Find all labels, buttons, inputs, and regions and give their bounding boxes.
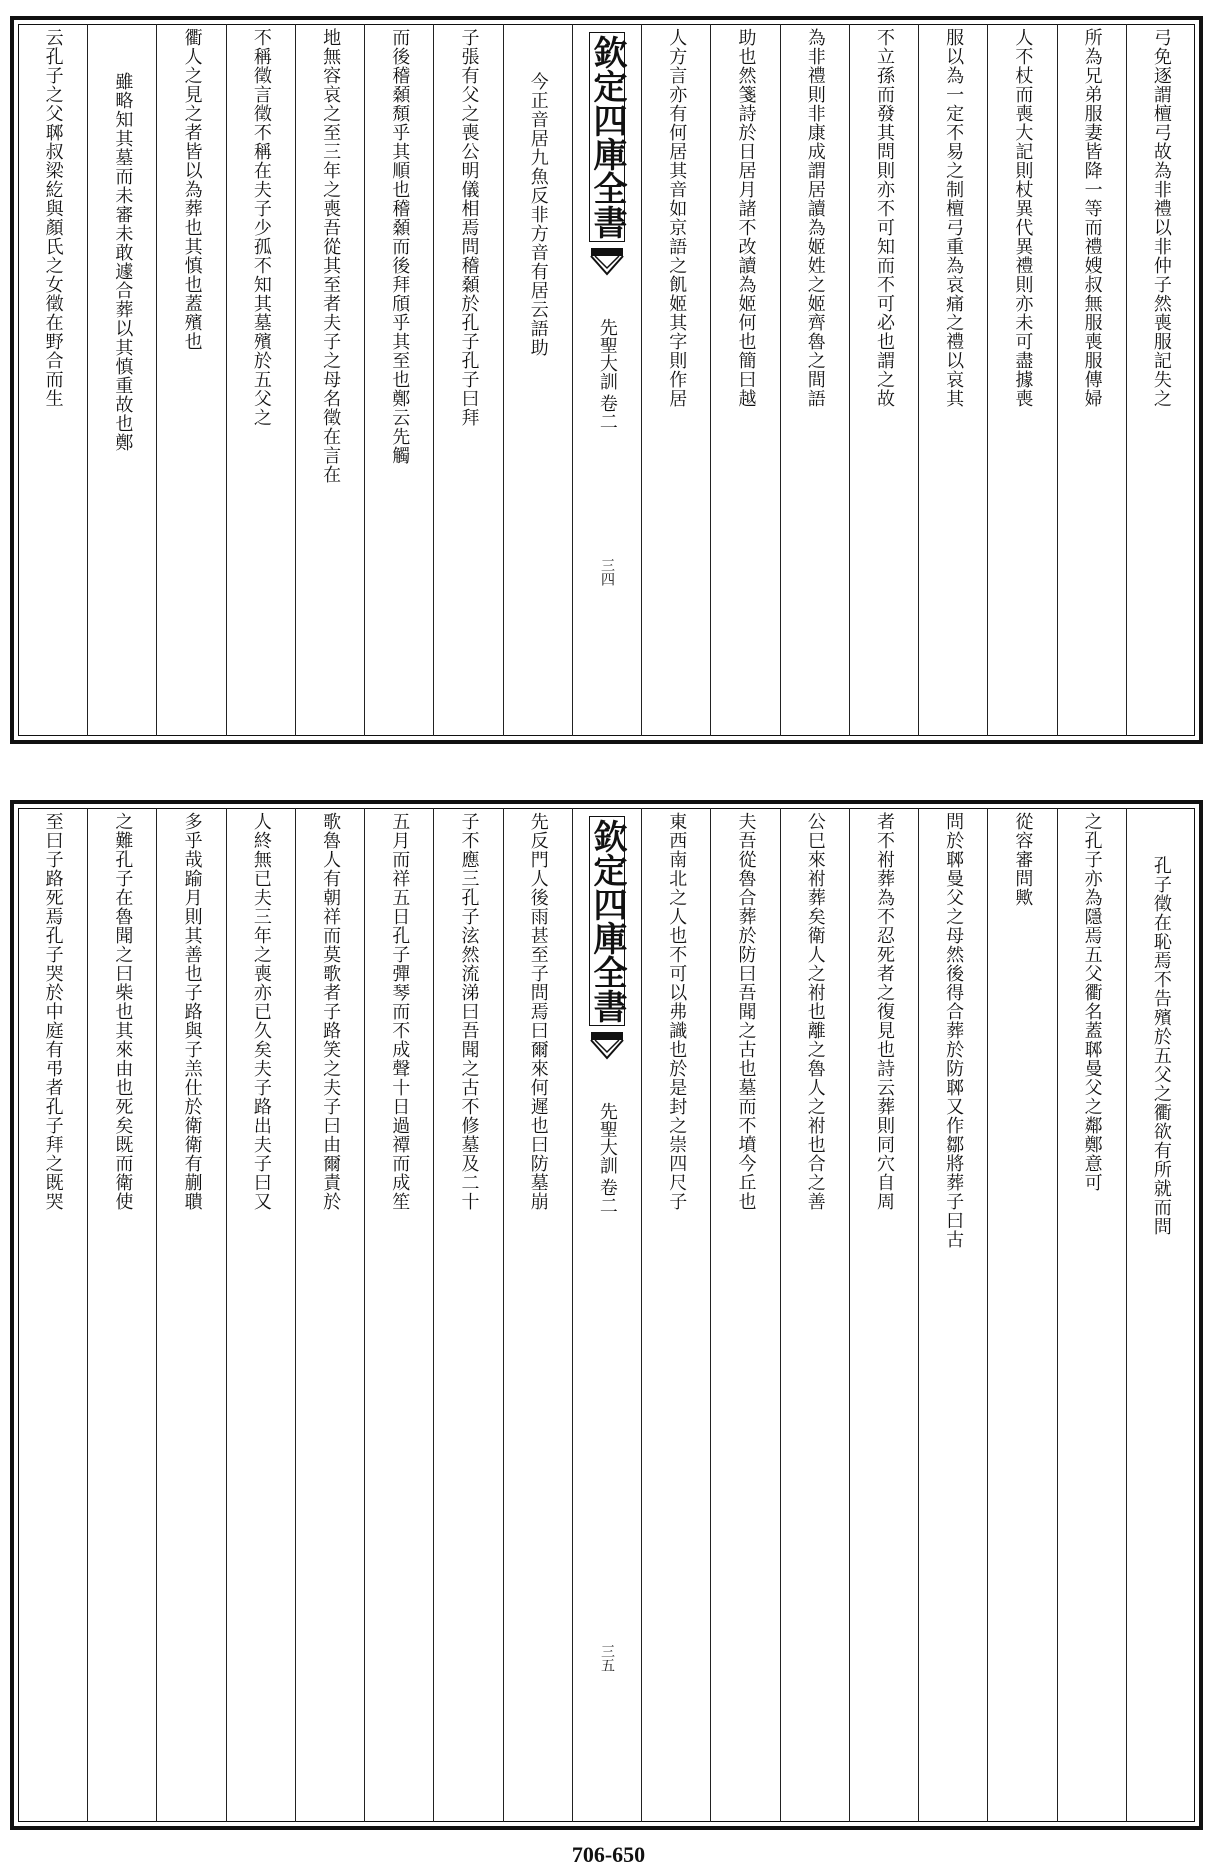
text-column [503,24,572,736]
text-column-content: 弓免逐謂檀弓故為非禮以非仲子然喪服記失之 [1150,28,1172,408]
center-fold-column [572,808,641,1822]
text-column [1057,24,1126,736]
text-column [1126,24,1195,736]
text-column-content: 至曰子路死焉孔子哭於中庭有弔者孔子拜之既哭 [42,812,64,1211]
text-column [918,808,987,1822]
folio-number: 三四 [599,558,615,586]
book-subtitle: 先聖大訓 [596,1102,618,1174]
text-column-content: 多乎哉踰月則其善也子路與子羔仕於衛衛有蒯聵 [181,812,203,1211]
text-column-content: 衢人之見之者皆以為葬也其慎也蓋殯也 [181,28,203,351]
lower-page [0,790,1217,1830]
text-column-content: 所為兄弟服妻皆降一等而禮嫂叔無服喪服傳婦 [1081,28,1103,408]
text-column-content: 為非禮則非康成謂居讀為姬姓之姬齊魯之間語 [804,28,826,408]
text-column [295,24,364,736]
text-column [87,24,156,736]
text-column [364,24,433,736]
text-column [87,808,156,1822]
text-column-content: 夫吾從魯合葬於防曰吾聞之古也墓而不墳今丘也 [735,812,757,1211]
page-footer-number: 706-650 [571,1842,646,1867]
text-column [780,808,849,1822]
text-column [849,808,918,1822]
text-column-content: 之難孔子在魯聞之曰柴也其來由也死矣既而衛使 [112,812,134,1211]
text-column-content: 人終無已夫三年之喪亦已久矣夫子路出夫子曰又 [250,812,272,1211]
text-column [226,24,295,736]
text-column [433,808,502,1822]
text-column [849,24,918,736]
text-column [1057,808,1126,1822]
text-column [987,24,1056,736]
text-column-content: 歌魯人有朝祥而莫歌者子路笑之夫子曰由爾責於 [320,812,342,1211]
text-column-content: 雖略知其墓而未審未敢遽合葬以其慎重故也鄭 [112,72,134,452]
center-fold-column [572,24,641,736]
text-column-content: 者不祔葬為不忍死者之復見也詩云葬則同穴自周 [873,812,895,1211]
text-column [226,808,295,1822]
text-column-content: 今正音居九魚反非方音有居云語助 [527,72,549,357]
text-column [780,24,849,736]
book-title: 欽定四庫全書 [589,32,625,242]
text-column [641,24,710,736]
volume-label: 卷二 [596,1178,618,1214]
upper-page-columns [18,24,1195,736]
text-column-content: 人不杖而喪大記則杖異代異禮則亦未可盡據喪 [1012,28,1034,408]
fish-tail-mark-icon [589,248,625,278]
book-subtitle: 先聖大訓 [596,318,618,390]
text-column [710,24,779,736]
folio-number: 三五 [599,1644,615,1672]
text-column-content: 問於郰曼父之母然後得合葬於防郰又作鄒將葬子曰古 [943,812,965,1249]
fish-tail-mark-icon [589,1032,625,1062]
text-column [156,24,225,736]
center-fold [573,24,641,736]
text-column [710,808,779,1822]
text-column [18,808,87,1822]
text-column-content: 子不應三孔子泫然流涕曰吾聞之古不修墓及二十 [458,812,480,1211]
text-column [18,24,87,736]
text-column-content: 服以為一定不易之制檀弓重為哀痛之禮以哀其 [943,28,965,408]
text-column-content: 不立孫而發其問則亦不可知而不可必也謂之故 [873,28,895,408]
text-column [987,808,1056,1822]
text-column-content: 五月而祥五日孔子彈琴而不成聲十日過禫而成笙 [389,812,411,1211]
lower-page-columns [18,808,1195,1822]
text-column-content: 地無容哀之至三年之喪吾從其至者夫子之母名徵在言在 [320,28,342,484]
text-column-content: 助也然箋詩於日居月諸不改讀為姬何也簡曰越 [735,28,757,408]
upper-page [0,0,1217,760]
text-column-content: 不稱徵言徵不稱在夫子少孤不知其墓殯於五父之 [250,28,272,427]
volume-label: 卷二 [596,394,618,430]
text-column [503,808,572,1822]
text-column-content: 孔子徵在恥焉不告殯於五父之衢欲有所就而問 [1150,856,1172,1236]
text-column-content: 從容審問歟 [1012,812,1034,907]
text-column [1126,808,1195,1822]
text-column-content: 云孔子之父郰叔梁紇與顏氏之女徵在野合而生 [42,28,64,408]
text-column [433,24,502,736]
text-column-content: 人方言亦有何居其音如京語之飢姬其字則作居 [666,28,688,408]
text-column-content: 子張有父之喪公明儀相焉問稽顙於孔子孔子曰拜 [458,28,480,427]
text-column [156,808,225,1822]
text-column [295,808,364,1822]
text-column [918,24,987,736]
text-column-content: 東西南北之人也不可以弗識也於是封之崇四尺子 [666,812,688,1211]
text-column [641,808,710,1822]
center-fold [573,808,641,1822]
text-column-content: 先反門人後雨甚至子問焉曰爾來何遲也曰防墓崩 [527,812,549,1211]
text-column-content: 公巳來祔葬矣衛人之祔也離之魯人之祔也合之善 [804,812,826,1211]
text-column-content: 之孔子亦為隱焉五父衢名蓋郰曼父之鄰鄭意可 [1081,812,1103,1192]
text-column-content: 而後稽顙頹乎其順也稽顙而後拜頎乎其至也鄭云先觸 [389,28,411,465]
text-column [364,808,433,1822]
book-title: 欽定四庫全書 [589,816,625,1026]
